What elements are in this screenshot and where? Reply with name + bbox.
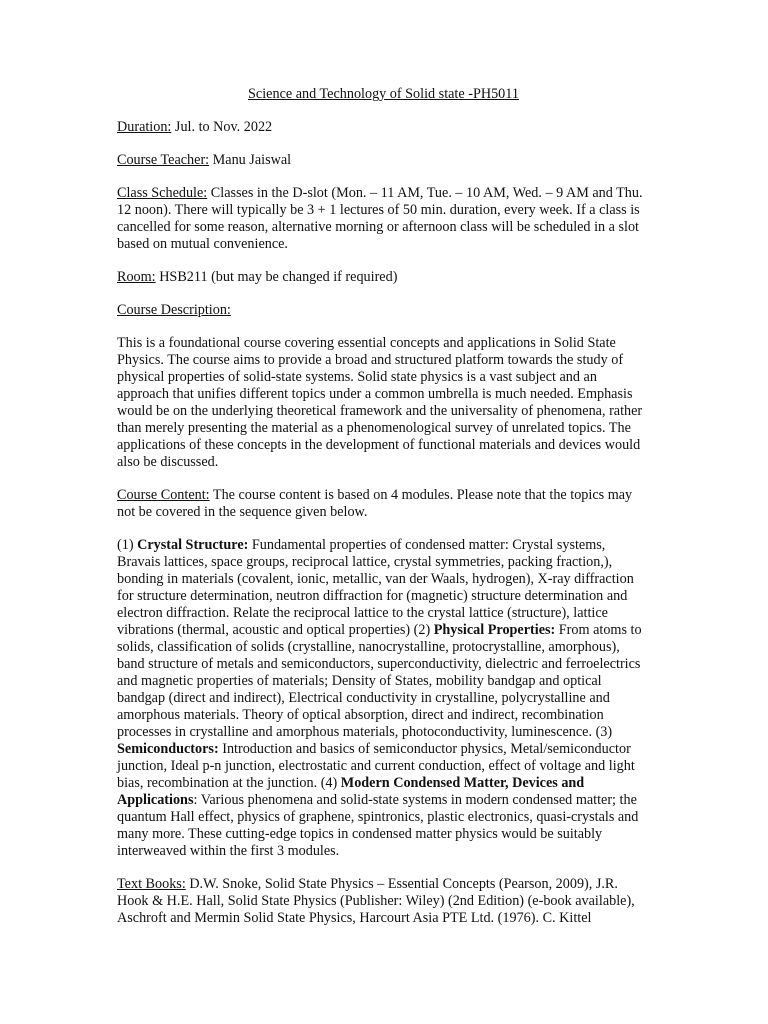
- description-heading: [117, 302, 650, 319]
- schedule-label: Class Schedule:: [117, 185, 208, 201]
- content-intro: [117, 487, 650, 521]
- room-label: Room:: [117, 269, 156, 285]
- duration-label: Duration:: [117, 119, 172, 135]
- schedule-paragraph: [117, 185, 650, 253]
- module-4-title: Modern Condensed Matter, Devices and Applications: [117, 775, 585, 808]
- duration-value: Jul. to Nov. 2022: [171, 119, 273, 135]
- module-4-text: : Various phenomena and solid-state systems in modern condensed matter; the quantum Hall effect, physics of graphene, spintronics, plastic electronics, quasi-crystals and many more. These cutting-edge topics in condensed matter physics would be suitably interweaved within the first 3 modules.: [117, 792, 639, 859]
- module-2-text: From atoms to solids, classification of solids (crystalline, nanocrystalline, protocrystalline, amorphous), band structure of metals and semiconductors, superconductivity, dielectric and ferroelectrics and magnetic properties of materials; Density of States, mobility bandgap and optical bandgap (direct and indirect), Electrical conductivity in crystalline, polycrystalline and amorphous materials. Theory of optical absorption, direct and indirect, recombination processes in crystalline and amorphous materials, photoconductivity, luminescence. (3): [117, 622, 642, 740]
- teacher-line: [117, 152, 650, 169]
- description-paragraph: This is a foundational course covering essential concepts and applications in Solid State Physics. The course aims to provide a broad and structured platform towards the study of physical properties of solid-state systems. Solid state physics is a vast subject and an approach that unifies different topics under a common umbrella is much needed. Emphasis would be on the underlying theoretical framework and the universality of phenomena, rather than merely presenting the material as a phenomenological survey of unrelated topics. The applications of these concepts in the development of functional materials and devices would also be discussed.: [117, 335, 643, 470]
- room-value: HSB211 (but may be changed if required): [155, 269, 398, 285]
- textbooks-label: Text Books:: [117, 876, 186, 892]
- schedule-value: Classes in the D-slot (Mon. – 11 AM, Tue. – 10 AM, Wed. – 9 AM and Thu. 12 noon). There will typically be 3 + 1 lectures of 50 min. duration, every week. If a class is cancelled for some reason, alternative morning or afternoon class will be scheduled in a slot based on mutual convenience.: [117, 185, 643, 252]
- duration-line: [117, 119, 650, 136]
- course-title: Science and Technology of Solid state -PH5011: [248, 86, 519, 102]
- textbooks-paragraph: [117, 876, 650, 927]
- module-3-text: Introduction and basics of semiconductor physics, Metal/semiconductor junction, Ideal p-n junction, electrostatic and current conduction, effect of voltage and light bias, recombination at the junction. (4): [117, 741, 635, 791]
- modules-paragraph: [117, 537, 650, 860]
- description-label: Course Description:: [117, 302, 231, 318]
- module-1-text: Fundamental properties of condensed matter: Crystal systems, Bravais lattices, space groups, reciprocal lattice, crystal symmetries, packing fraction,), bonding in materials (covalent, ionic, metallic, van der Waals, hydrogen), X-ray diffraction for structure determination, neutron diffraction for (magnetic) structure determination and electron diffraction. Relate the reciprocal lattice to the crystal lattice (structure), lattice vibrations (thermal, acoustic and optical properties) (2): [117, 537, 634, 638]
- module-2-title: Physical Properties:: [433, 622, 556, 638]
- content-label: Course Content:: [117, 487, 210, 503]
- module-1-title: Crystal Structure:: [137, 537, 249, 553]
- module-3-title: Semiconductors:: [117, 741, 219, 757]
- teacher-value: Manu Jaiswal: [209, 152, 292, 168]
- textbooks-value: D.W. Snoke, Solid State Physics – Essential Concepts (Pearson, 2009), J.R. Hook & H.E. Hall, Solid State Physics (Publisher: Wiley) (2nd Edition) (e-book available), Aschroft and Mermin Solid State Physics, Harcourt Asia PTE Ltd. (1976). C. Kittel: [117, 876, 635, 926]
- content-value: The course content is based on 4 modules. Please note that the topics may not be covered in the sequence given below.: [117, 487, 633, 520]
- room-line: [117, 269, 650, 286]
- teacher-label: Course Teacher:: [117, 152, 210, 168]
- module-1-number: (1): [117, 537, 138, 553]
